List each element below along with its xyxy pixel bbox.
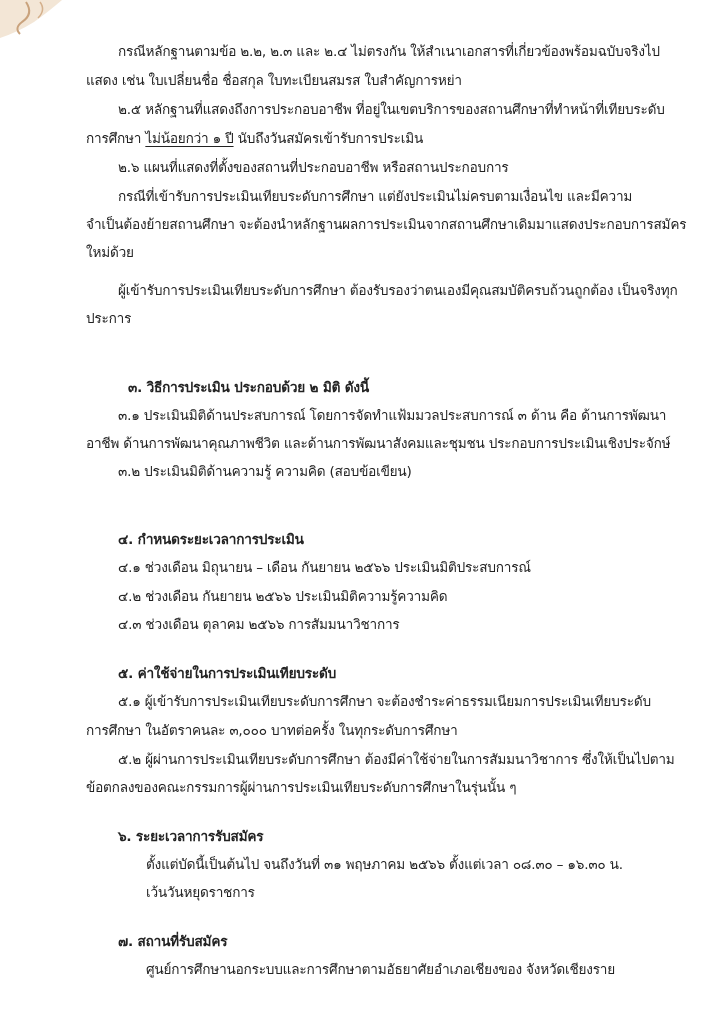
paragraph-line: กรณีหลักฐานตามข้อ ๒.๒, ๒.๓ และ ๒.๔ ไม่ตรงกัน ให้สำเนาเอกสารที่เกี่ยวข้องพร้อมฉบับจริงไป [118,44,660,60]
paragraph-line: ข้อตกลงของคณะกรรมการผู้ผ่านการประเมินเทียบระดับการศึกษาในรุ่นนั้น ๆ [86,780,517,796]
paragraph-line: ๕.๒ ผู้ผ่านการประเมินเทียบระดับการศึกษา ต้องมีค่าใช้จ่ายในการสัมมนาวิชาการ ซึ่งให้เป็นไปตาม [118,752,675,768]
paragraph-line: ผู้เข้ารับการประเมินเทียบระดับการศึกษา ต้องรับรองว่าตนเองมีคุณสมบัติครบถ้วนถูกต้อง เป็นจริงทุก [118,283,678,299]
paragraph-line: อาชีพ ด้านการพัฒนาคุณภาพชีวิต และด้านการพัฒนาสังคมและชุมชน ประกอบการประเมินเชิงประจักษ์ [86,436,671,452]
paragraph-line: กรณีที่เข้ารับการประเมินเทียบระดับการศึกษา แต่ยังประเมินไม่ครบตามเงื่อนไข และมีความ [118,189,633,205]
paragraph-line: ๕.๑ ผู้เข้ารับการประเมินเทียบระดับการศึกษา จะต้องชำระค่าธรรมเนียมการประเมินเทียบระดับ [118,694,651,710]
paragraph-line: ตั้งแต่บัดนี้เป็นต้นไป จนถึงวันที่ ๓๑ พฤษภาคม ๒๕๖๖ ตั้งแต่เวลา ๐๘.๓๐ – ๑๖.๓๐ น. [146,857,623,873]
paragraph-line: ๔.๓ ช่วงเดือน ตุลาคม ๒๕๖๖ การสัมมนาวิชาการ [118,617,400,633]
paragraph-line: ใหม่ด้วย [86,245,134,261]
paragraph-line: การศึกษา ในอัตราคนละ ๓,๐๐๐ บาทต่อครั้ง ในทุกระดับการศึกษา [86,723,458,739]
section-heading: ๕. ค่าใช้จ่ายในการประเมินเทียบระดับ [118,666,337,682]
paragraph-line: ๔.๒ ช่วงเดือน กันยายน ๒๕๖๖ ประเมินมิติความรู้ความคิด [118,589,448,605]
paragraph-line [86,130,423,148]
corner-decoration [0,0,90,40]
text-segment: นับถึงวันสมัครเข้ารับการประเมิน [233,131,424,147]
section-heading: ๖. ระยะเวลาการรับสมัคร [118,829,264,845]
paragraph-line: ๔.๑ ช่วงเดือน มิถุนายน – เดือน กันยายน ๒๕๖๖ ประเมินมิติประสบการณ์ [118,560,531,576]
paragraph-line: จำเป็นต้องย้ายสถานศึกษา จะต้องนำหลักฐานผลการประเมินจากสถานศึกษาเดิมมาแสดงประกอบการสมัคร [86,217,687,233]
paragraph-line: ๒.๖ แผนที่แสดงที่ตั้งของสถานที่ประกอบอาชีพ หรือสถานประกอบการ [118,160,509,176]
paragraph-line: แสดง เช่น ใบเปลี่ยนชื่อ ชื่อสกุล ใบทะเบียนสมรส ใบสำคัญการหย่า [86,73,462,89]
section-heading: ๔. กำหนดระยะเวลาการประเมิน [118,532,304,548]
paragraph-line: ๒.๕ หลักฐานที่แสดงถึงการประกอบอาชีพ ที่อยู่ในเขตบริการของสถานศึกษาที่ทำหน้าที่เทียบระดับ [118,102,665,118]
text-segment: การศึกษา [86,131,146,147]
underlined-text: ไม่น้อยกว่า ๑ ปี [145,131,234,147]
paragraph-line: ศูนย์การศึกษานอกระบบและการศึกษาตามอัธยาศัยอำเภอเชียงของ จังหวัดเชียงราย [146,962,615,978]
paragraph-line: ประการ [86,311,132,327]
paragraph-line: ๓.๑ ประเมินมิติด้านประสบการณ์ โดยการจัดทำแฟ้มมวลประสบการณ์ ๓ ด้าน คือ ด้านการพัฒนา [118,408,667,424]
paragraph-line: ๓.๒ ประเมินมิติด้านความรู้ ความคิด (สอบข้อเขียน) [118,464,412,480]
section-heading: ๓. วิธีการประเมิน ประกอบด้วย ๒ มิติ ดังนี้ [128,380,369,396]
paragraph-line: เว้นวันหยุดราชการ [146,885,255,901]
section-heading: ๗. สถานที่รับสมัคร [118,934,228,950]
